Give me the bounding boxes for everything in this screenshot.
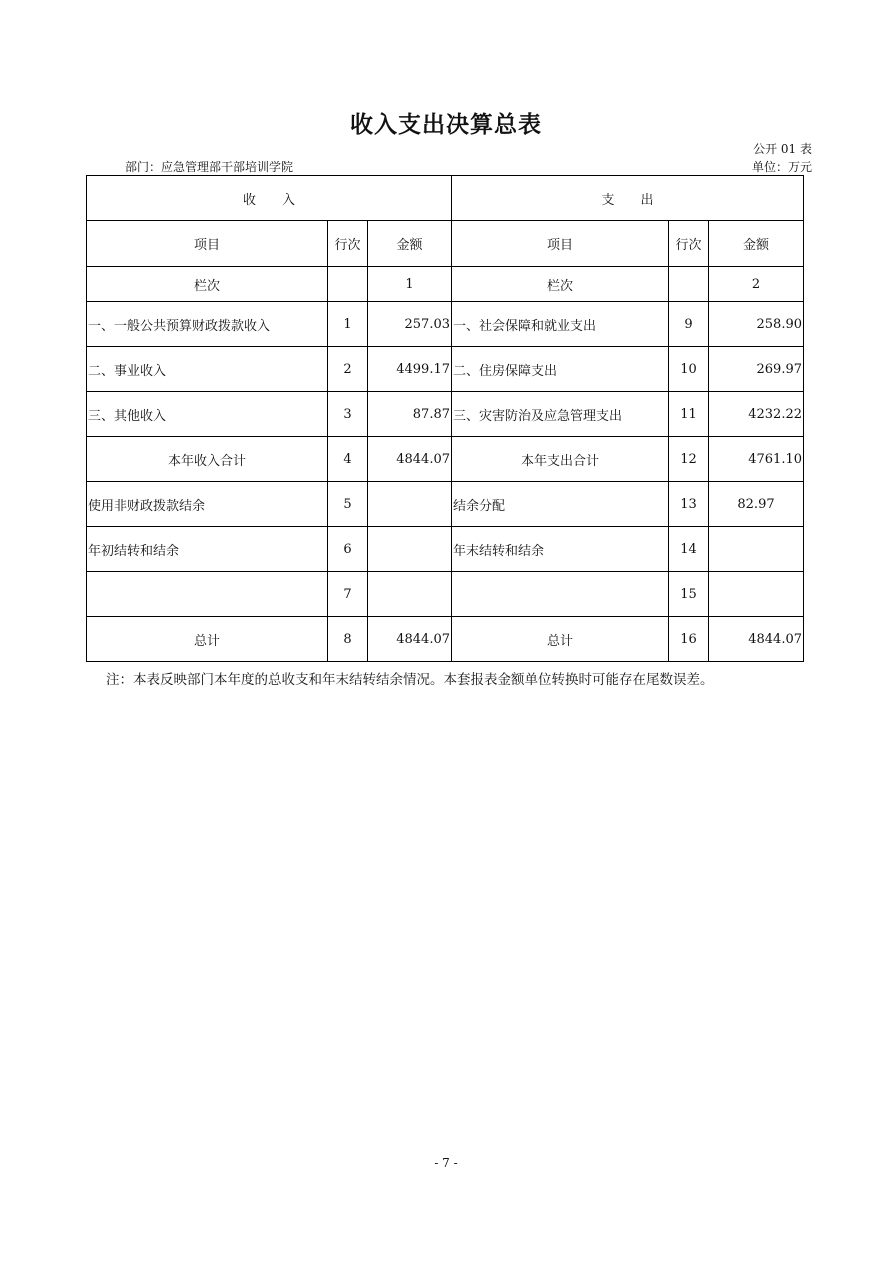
expense-amount-header: 金额: [709, 221, 804, 267]
income-amount: 4844.07: [368, 437, 452, 482]
expense-line: 10: [669, 347, 709, 392]
table-row: [87, 527, 804, 572]
expense-amount: [709, 527, 804, 572]
expense-amount: 4761.10: [709, 437, 804, 482]
income-amount: [368, 527, 452, 572]
expense-line: 13: [669, 482, 709, 527]
expense-item: 总计: [452, 617, 669, 662]
income-amount: 257.03: [368, 302, 452, 347]
expense-item: 二、住房保障支出: [452, 347, 669, 392]
table-row: [87, 302, 804, 347]
income-item: 一、一般公共预算财政拨款收入: [87, 302, 328, 347]
lane-blank-left: [328, 267, 368, 302]
section-header-row: [87, 176, 804, 221]
expense-line: 11: [669, 392, 709, 437]
expense-amount: 258.90: [709, 302, 804, 347]
income-expense-table: [86, 175, 804, 662]
income-item: 使用非财政拨款结余: [87, 482, 328, 527]
lane-row: [87, 267, 804, 302]
unit-label: 单位：万元: [751, 160, 812, 174]
lane-label-left: 栏次: [87, 267, 328, 302]
expense-line: 16: [669, 617, 709, 662]
income-line: 5: [328, 482, 368, 527]
expense-amount: 4232.22: [709, 392, 804, 437]
table-row: [87, 347, 804, 392]
form-number: 公开 01 表: [753, 142, 812, 156]
expense-line: 15: [669, 572, 709, 617]
expense-item: 一、社会保障和就业支出: [452, 302, 669, 347]
expense-amount: 82.97: [709, 482, 804, 527]
income-item: [87, 572, 328, 617]
table-row: [87, 617, 804, 662]
income-amount: 87.87: [368, 392, 452, 437]
income-item: 三、其他收入: [87, 392, 328, 437]
page-title: 收入支出决算总表: [350, 112, 542, 138]
income-amount: 4499.17: [368, 347, 452, 392]
income-amount: 4844.07: [368, 617, 452, 662]
income-amount: [368, 482, 452, 527]
income-item-header: 项目: [87, 221, 328, 267]
lane-label-right: 栏次: [452, 267, 669, 302]
expense-header: 支 出: [452, 176, 804, 221]
expense-item: 年末结转和结余: [452, 527, 669, 572]
department-label: 部门：应急管理部干部培训学院: [125, 160, 294, 174]
income-amount: [368, 572, 452, 617]
footnote: 注：本表反映部门本年度的总收支和年末结转结余情况。本套报表金额单位转换时可能存在尾数误差。: [106, 672, 714, 688]
expense-amount: [709, 572, 804, 617]
income-line: 4: [328, 437, 368, 482]
income-line-header: 行次: [328, 221, 368, 267]
income-item: 年初结转和结余: [87, 527, 328, 572]
income-line: 6: [328, 527, 368, 572]
column-header-row: [87, 221, 804, 267]
expense-line: 12: [669, 437, 709, 482]
expense-amount: 4844.07: [709, 617, 804, 662]
expense-item: 结余分配: [452, 482, 669, 527]
expense-amount: 269.97: [709, 347, 804, 392]
income-header: 收 入: [87, 176, 452, 221]
table-row: [87, 482, 804, 527]
income-line: 7: [328, 572, 368, 617]
income-item: 总计: [87, 617, 328, 662]
table-row: [87, 572, 804, 617]
lane-col-left: 1: [368, 267, 452, 302]
expense-line: 14: [669, 527, 709, 572]
expense-item: 三、灾害防治及应急管理支出: [452, 392, 669, 437]
table-row: [87, 392, 804, 437]
expense-line: 9: [669, 302, 709, 347]
income-line: 2: [328, 347, 368, 392]
table-row: [87, 437, 804, 482]
expense-item-header: 项目: [452, 221, 669, 267]
expense-item: [452, 572, 669, 617]
income-line: 1: [328, 302, 368, 347]
income-line: 3: [328, 392, 368, 437]
income-line: 8: [328, 617, 368, 662]
lane-blank-right: [669, 267, 709, 302]
page-number: - 7 -: [434, 1156, 458, 1170]
expense-item: 本年支出合计: [452, 437, 669, 482]
expense-line-header: 行次: [669, 221, 709, 267]
lane-col-right: 2: [709, 267, 804, 302]
income-item: 二、事业收入: [87, 347, 328, 392]
income-item: 本年收入合计: [87, 437, 328, 482]
income-amount-header: 金额: [368, 221, 452, 267]
